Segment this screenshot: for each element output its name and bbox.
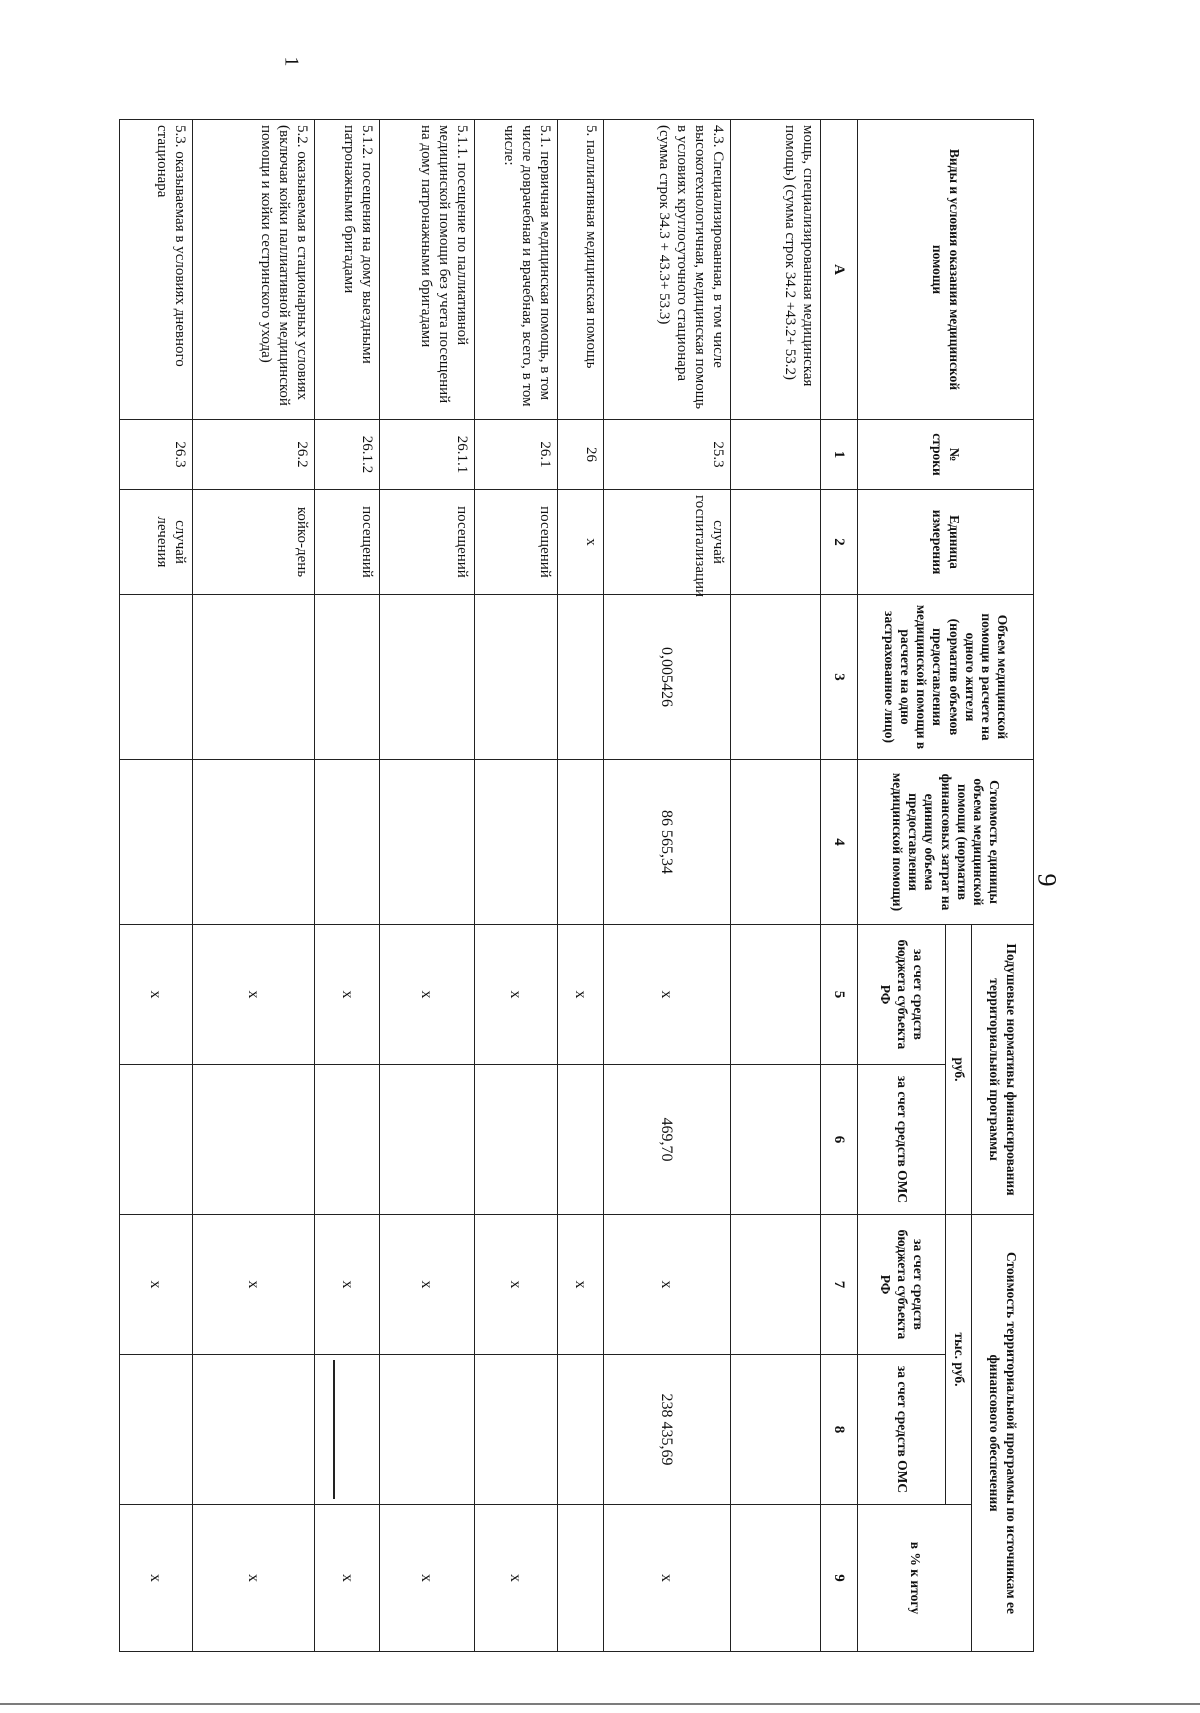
row-oms-thousand [192,1355,314,1505]
row-oms-rub [557,1065,603,1215]
row-budget-rub: x [603,925,730,1065]
column-number: 2 [821,490,858,595]
row-number: 26.3 [120,420,193,490]
financing-table [119,119,1034,1652]
header-percent-total: в % к итогу [858,1505,972,1652]
row-name: 5.1.1. посещение по паллиативной медицинской помощи без учета посещений на дому патронажными бригадами [379,120,474,420]
row-budget-thousand: x [557,1215,603,1355]
column-number: 6 [821,1065,858,1215]
row-budget-thousand: x [379,1215,474,1355]
row-oms-rub [192,1065,314,1215]
row-number: 26.1.2 [315,420,380,490]
row-percent [557,1505,603,1652]
row-unit-cost [379,760,474,925]
header-program-cost: Стоимость территориальной программы по источникам ее финансового обеспечения [972,1215,1034,1652]
row-budget-rub: x [474,925,557,1065]
page-number: 9 [1032,873,1062,887]
table-row [603,120,730,1652]
row-unit: посещений [474,490,557,595]
row-oms-thousand [379,1355,474,1505]
column-number: 4 [821,760,858,925]
row-budget-thousand: x [192,1215,314,1355]
header-budget-rub: за счет средств бюджета субъекта РФ [858,925,946,1065]
scan-mark: 1 [280,56,303,67]
row-oms-rub [315,1065,380,1215]
header-unit-rub: руб. [946,925,972,1215]
table-row [120,120,193,1652]
row-volume [120,595,193,760]
row-volume [379,595,474,760]
header-unit-cost: Стоимость единицы объема медицинской помощи (норматив финансовых затрат на единицу объема предоставления медицинской помощи) [858,760,1034,925]
header-oms-thousand: за счет средств ОМС [858,1355,946,1505]
row-budget-thousand [730,1215,820,1355]
column-number: 3 [821,595,858,760]
table-row [315,120,380,1652]
row-number: 26.2 [192,420,314,490]
row-budget-rub: x [379,925,474,1065]
row-unit-cost [120,760,193,925]
row-budget-rub: x [120,925,193,1065]
row-number: 26 [557,420,603,490]
header-unit: Единица измерения [858,490,1034,595]
row-unit: случай лечения [120,490,193,595]
row-unit: койко-день [192,490,314,595]
row-unit-cost [557,760,603,925]
row-name: мощь, специализированная медицинская помощь) (сумма строк 34.2 +43.2+ 53.2) [730,120,820,420]
row-unit-cost [474,760,557,925]
row-percent: x [192,1505,314,1652]
header-kinds-conditions: Виды и условия оказания медицинской помощи [858,120,1034,420]
row-budget-thousand: x [603,1215,730,1355]
row-unit [730,490,820,595]
row-budget-thousand: x [315,1215,380,1355]
row-oms-rub [120,1065,193,1215]
row-budget-rub: x [315,925,380,1065]
header-budget-thousand: за счет средств бюджета субъекта РФ [858,1215,946,1355]
row-name: 5.3. оказываемая в условиях дневного стационара [120,120,193,420]
row-percent: x [120,1505,193,1652]
row-number: 26.1.1 [379,420,474,490]
row-volume [315,595,380,760]
row-percent: x [603,1505,730,1652]
row-budget-rub [730,925,820,1065]
row-number: 25.3 [603,420,730,490]
row-name: 4.3. Специализированная, в том числе высокотехнологичная, медицинская помощь в условиях круглосуточного стационара (сумма строк 34.3 + 43.3+ 53.3) [603,120,730,420]
row-percent: x [379,1505,474,1652]
row-percent: x [474,1505,557,1652]
row-oms-thousand [120,1355,193,1505]
header-unit-thousand-rub: тыс. руб. [946,1215,972,1505]
row-volume [730,595,820,760]
row-budget-thousand: x [474,1215,557,1355]
column-number: 5 [821,925,858,1065]
row-oms-rub: 469,70 [603,1065,730,1215]
row-volume [557,595,603,760]
row-unit: посещений [315,490,380,595]
row-percent [730,1505,820,1652]
row-unit-cost [730,760,820,925]
row-name: 5.2. оказываемая в стационарных условиях (включая койки паллиативной медицинской помощи и койки сестринского ухода) [192,120,314,420]
scan-edge-line [0,1703,1200,1705]
row-oms-rub [379,1065,474,1215]
table-row [379,120,474,1652]
row-budget-thousand: x [120,1215,193,1355]
row-name: 5.1. первичная медицинская помощь, в том числе доврачебная и врачебная, всего, в том числе: [474,120,557,420]
row-unit: случай госпитализации [603,490,730,595]
row-budget-rub: x [192,925,314,1065]
header-volume: Объем медицинской помощи в расчете на одного жителя (норматив объемов предоставления медицинской помощи в расчете на одно застрахованное лицо) [858,595,1034,760]
table-row [192,120,314,1652]
row-oms-thousand [474,1355,557,1505]
row-volume [192,595,314,760]
row-number: 26.1 [474,420,557,490]
column-number: А [821,120,858,420]
row-unit: посещений [379,490,474,595]
table-row [474,120,557,1652]
rotated-table-container [119,119,1034,1651]
row-unit: x [557,490,603,595]
header-oms-rub: за счет средств ОМС [858,1065,946,1215]
row-oms-thousand [315,1355,380,1505]
row-unit-cost [315,760,380,925]
row-percent: x [315,1505,380,1652]
header-per-capita-normatives: Подушевые нормативы финансирования территориальной программы [972,925,1034,1215]
row-volume: 0,005426 [603,595,730,760]
blank-line [333,1360,335,1499]
row-oms-rub [730,1065,820,1215]
row-oms-thousand [730,1355,820,1505]
column-number: 1 [821,420,858,490]
row-oms-thousand: 238 435,69 [603,1355,730,1505]
row-unit-cost: 86 565,34 [603,760,730,925]
row-oms-thousand [557,1355,603,1505]
row-unit-cost [192,760,314,925]
column-number: 7 [821,1215,858,1355]
row-number [730,420,820,490]
row-oms-rub [474,1065,557,1215]
row-name: 5. паллиативная медицинская помощь [557,120,603,420]
row-budget-rub: x [557,925,603,1065]
column-number-row [821,120,858,1652]
column-number: 9 [821,1505,858,1652]
header-row-number: № строки [858,420,1034,490]
column-number: 8 [821,1355,858,1505]
table-row [730,120,820,1652]
table-row [557,120,603,1652]
row-volume [474,595,557,760]
row-name: 5.1.2. посещения на дому выездными патронажными бригадами [315,120,380,420]
